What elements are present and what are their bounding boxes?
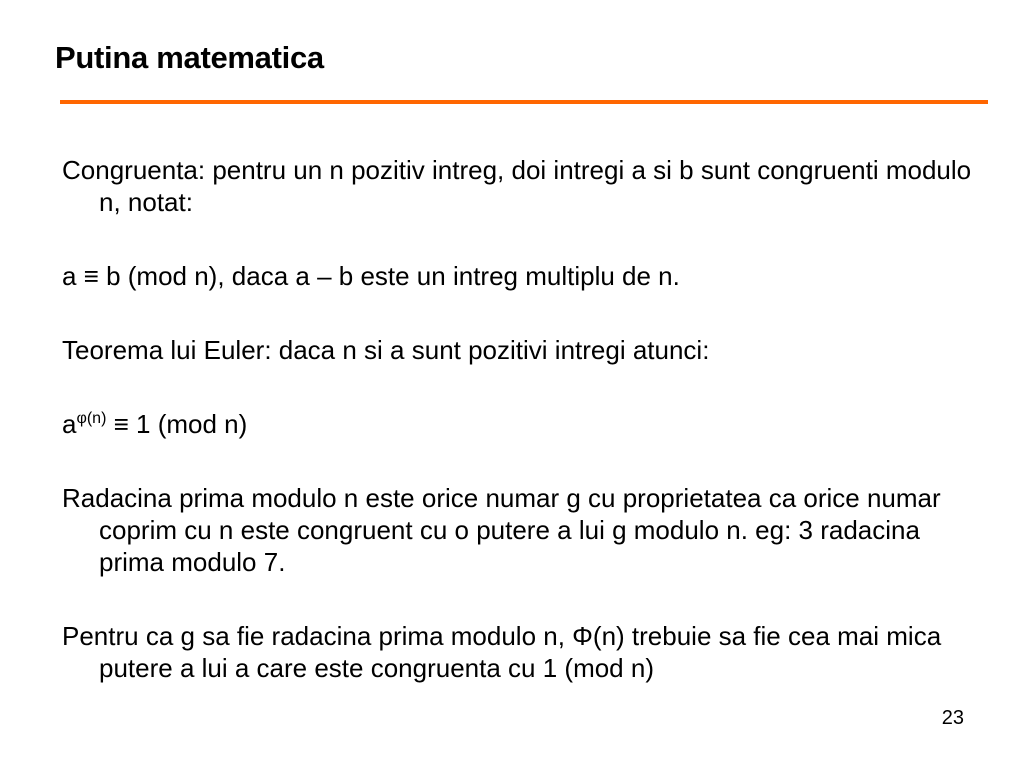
euler-formula-base: a: [62, 409, 77, 439]
euler-formula-rest: ≡ 1 (mod n): [106, 409, 248, 439]
euler-formula-exponent: φ(n): [76, 410, 107, 427]
page-number: 23: [941, 707, 964, 729]
congruence-definition: Congruenta: pentru un n pozitiv intreg, doi intregi a si b sunt congruenti modulo n, notat:: [62, 155, 972, 217]
slide-body: [62, 154, 982, 684]
slide-title: Putina matematica: [55, 40, 324, 75]
title-underline: [60, 100, 988, 104]
primitive-root-condition: Pentru ca g sa fie radacina prima modulo n, Φ(n) trebuie sa fie cea mai mica putere a lui a care este congruenta cu 1 (mod n): [62, 621, 942, 683]
euler-formula: [62, 408, 982, 440]
congruence-formula: a ≡ b (mod n), daca a – b este un intreg multiplu de n.: [62, 261, 680, 291]
primitive-root-definition: Radacina prima modulo n este orice numar g cu proprietatea ca orice numar coprim cu n este congruent cu o putere a lui g modulo n. eg: 3 radacina prima modulo 7.: [62, 483, 941, 577]
euler-theorem: Teorema lui Euler: daca n si a sunt pozitivi intregi atunci:: [62, 335, 710, 365]
